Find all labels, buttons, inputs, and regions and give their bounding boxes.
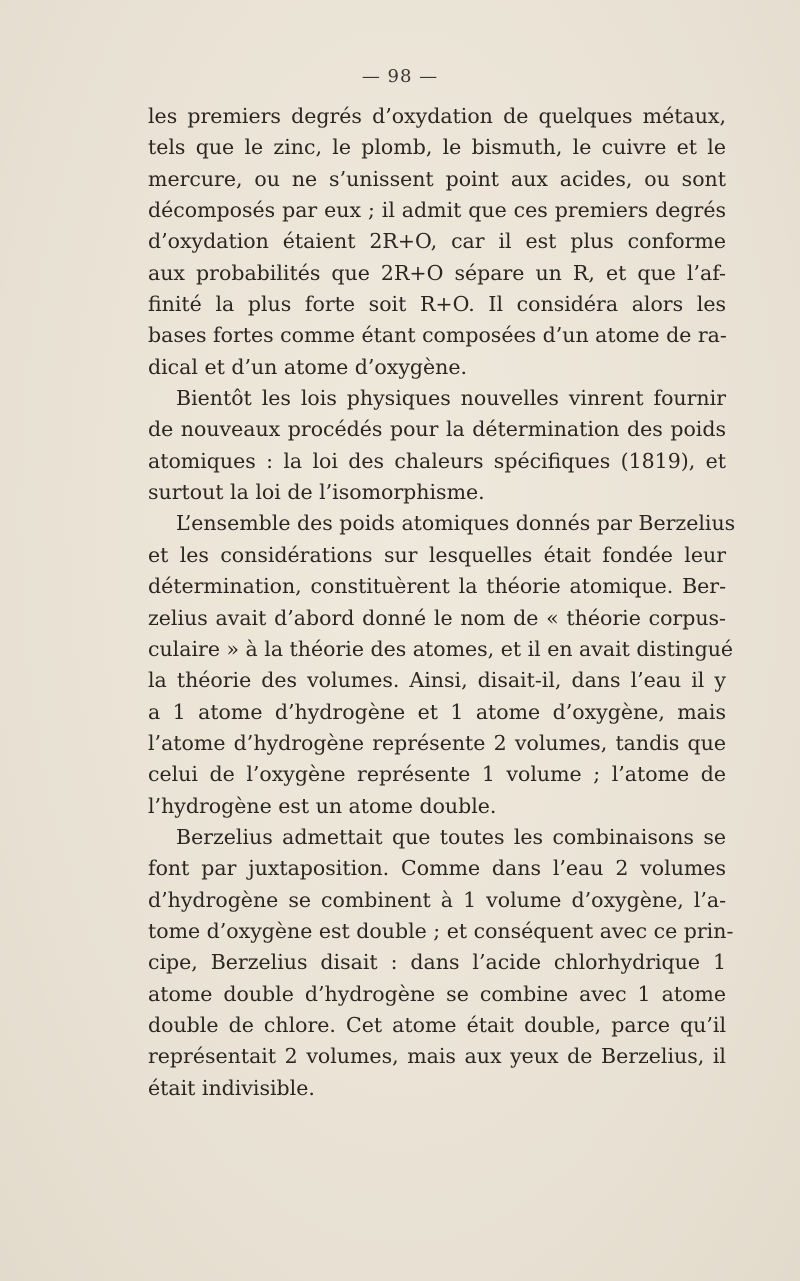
text-line: zelius avait d’abord donné le nom de « théorie corpus- xyxy=(148,605,726,630)
text-line: cipe, Berzelius disait : dans l’acide chlorhydrique 1 xyxy=(148,950,726,975)
text-line: d’oxydation étaient 2R+O, car il est plus conforme xyxy=(148,229,726,254)
text-line: mercure, ou ne s’unissent point aux acides, ou sont xyxy=(148,166,726,191)
text-line: atome double d’hydrogène se combine avec 1 atome xyxy=(148,981,726,1006)
paragraph xyxy=(148,101,726,383)
text-line: la théorie des volumes. Ainsi, disait-il, dans l’eau il y xyxy=(148,668,726,693)
text-line: tels que le zinc, le plomb, le bismuth, le cuivre et le xyxy=(148,135,726,160)
text-line: a 1 atome d’hydrogène et 1 atome d’oxygène, mais xyxy=(148,699,726,724)
text-line: l’hydrogène est un atome double. xyxy=(148,793,497,818)
text-line: double de chlore. Cet atome était double, parce qu’il xyxy=(148,1012,726,1037)
text-line: détermination, constituèrent la théorie atomique. Ber- xyxy=(148,574,726,599)
text-line: finité la plus forte soit R+O. Il considéra alors les xyxy=(148,292,726,317)
text-line: dical et d’un atome d’oxygène. xyxy=(148,354,468,379)
text-line: atomiques : la loi des chaleurs spécifiques (1819), et xyxy=(148,448,726,473)
paragraph xyxy=(148,383,726,508)
paragraph xyxy=(148,508,736,821)
text-line: font par juxtaposition. Comme dans l’eau 2 volumes xyxy=(148,856,726,881)
body-text xyxy=(148,101,736,1104)
text-line: tome d’oxygène est double ; et conséquent avec ce prin- xyxy=(148,918,734,943)
paragraph xyxy=(148,822,734,1104)
text-line: les premiers degrés d’oxydation de quelques métaux, xyxy=(148,104,726,128)
page-number: — 98 — xyxy=(361,66,439,87)
text-line: L’ensemble des poids atomiques donnés par Berzelius xyxy=(176,511,736,536)
text-line: aux probabilités que 2R+O sépare un R, et que l’af- xyxy=(148,260,726,285)
text-line: bases fortes comme étant composées d’un atome de ra- xyxy=(148,323,727,348)
text-line: était indivisible. xyxy=(148,1075,315,1100)
text-line: l’atome d’hydrogène représente 2 volumes, tandis que xyxy=(148,730,726,755)
text-line: surtout la loi de l’isomorphisme. xyxy=(148,480,485,505)
text-line: représentait 2 volumes, mais aux yeux de Berzelius, il xyxy=(148,1044,726,1069)
text-line: et les considérations sur lesquelles était fondée leur xyxy=(148,542,726,567)
text-line: d’hydrogène se combinent à 1 volume d’oxygène, l’a- xyxy=(148,887,726,912)
text-line: culaire » à la théorie des atomes, et il en avait distingué xyxy=(148,636,734,661)
text-line: Berzelius admettait que toutes les combinaisons se xyxy=(176,824,726,849)
text-line: Bientôt les lois physiques nouvelles vinrent fournir xyxy=(176,386,726,411)
text-line: décomposés par eux ; il admit que ces premiers degrés xyxy=(148,198,726,223)
text-line: de nouveaux procédés pour la détermination des poids xyxy=(148,417,726,442)
text-line: celui de l’oxygène représente 1 volume ; l’atome de xyxy=(148,762,726,787)
